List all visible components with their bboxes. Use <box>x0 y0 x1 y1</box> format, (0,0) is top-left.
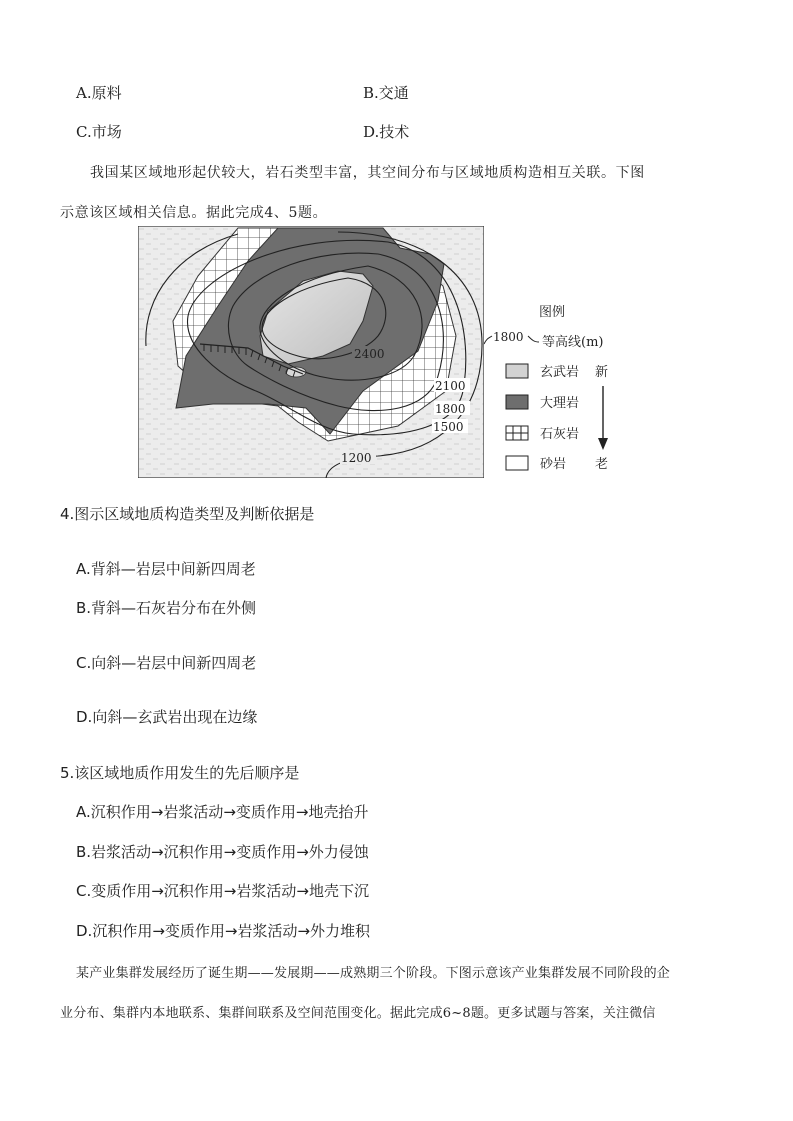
q3-option-a: A.原料 <box>76 84 122 102</box>
q4-stem: 4.图示区域地质构造类型及判断依据是 <box>60 505 315 523</box>
q5-option-a: A.沉积作用→岩浆活动→变质作用→地壳抬升 <box>76 803 369 821</box>
legend-sandstone-label: 砂岩 <box>540 457 567 472</box>
q5-stem: 5.该区域地质作用发生的先后顺序是 <box>60 764 300 782</box>
q4-option-b: B.背斜—石灰岩分布在外侧 <box>76 599 257 617</box>
legend-marble-label: 大理岩 <box>540 396 580 411</box>
q4-option-a: A.背斜—岩层中间新四周老 <box>76 560 256 578</box>
legend-marble-swatch <box>506 395 528 409</box>
legend-limestone-label: 石灰岩 <box>540 427 580 442</box>
q4-option-c: C.向斜—岩层中间新四周老 <box>76 654 257 672</box>
intro-4-5-line2: 示意该区域相关信息。据此完成4、5题。 <box>60 205 328 221</box>
legend-contour-label: 等高线(m) <box>542 335 604 350</box>
contour-label-2400: 2400 <box>354 347 385 361</box>
legend-new-label: 新 <box>595 365 609 380</box>
q5-option-d: D.沉积作用→变质作用→岩浆活动→外力堆积 <box>76 922 371 940</box>
legend-old-label: 老 <box>595 457 609 472</box>
legend-basalt-label: 玄武岩 <box>540 365 580 380</box>
q3-option-c: C.市场 <box>76 123 122 141</box>
legend-sandstone-swatch <box>506 456 528 470</box>
intro-4-5-line1: 我国某区域地形起伏较大，岩石类型丰富，其空间分布与区域地质构造相互关联。下图 <box>90 165 645 181</box>
q3-option-d: D.技术 <box>363 123 410 141</box>
legend-limestone-swatch <box>506 426 528 440</box>
geologic-map <box>138 226 484 478</box>
legend-title: 图例 <box>539 305 566 320</box>
legend-contour-sample: 1800 <box>493 330 524 344</box>
contour-label-1500: 1500 <box>433 420 464 434</box>
contour-label-1800: 1800 <box>435 402 466 416</box>
map-legend <box>484 226 624 478</box>
intro-6-8-line1: 某产业集群发展经历了诞生期——发展期——成熟期三个阶段。下图示意该产业集群发展不同阶段的企 <box>76 966 671 981</box>
q4-option-d: D.向斜—玄武岩出现在边缘 <box>76 708 258 726</box>
contour-label-1200: 1200 <box>341 451 372 465</box>
intro-6-8-line2: 业分布、集群内本地联系、集群间联系及空间范围变化。据此完成6~8题。更多试题与答案，关注微信 <box>60 1006 656 1021</box>
q5-option-b: B.岩浆活动→沉积作用→变质作用→外力侵蚀 <box>76 843 369 861</box>
legend-basalt-swatch <box>506 364 528 378</box>
q5-option-c: C.变质作用→沉积作用→岩浆活动→地壳下沉 <box>76 882 369 900</box>
q3-option-b: B.交通 <box>363 84 409 102</box>
contour-label-2100: 2100 <box>435 379 466 393</box>
